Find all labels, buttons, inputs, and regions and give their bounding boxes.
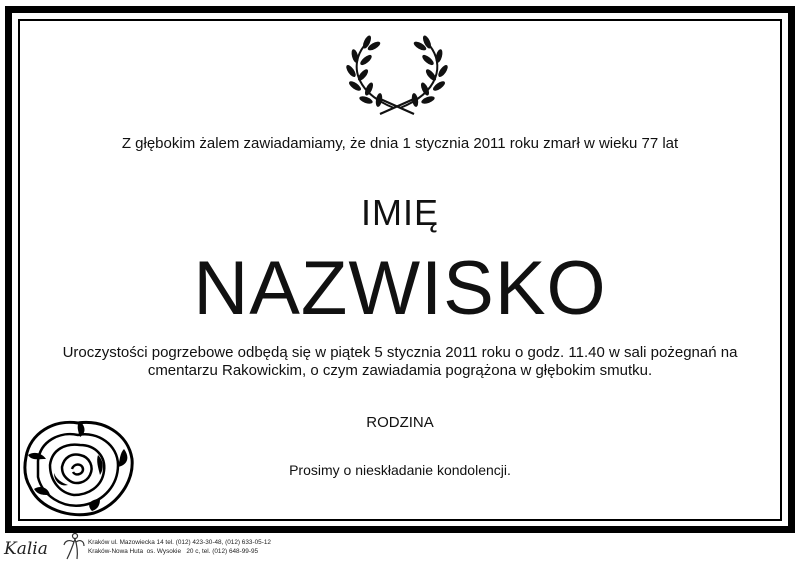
condolence-request: Prosimy o nieskładanie kondolencji. (289, 462, 511, 478)
funeral-details-text: Uroczystości pogrzebowe odbędą się w piątek 5 stycznia 2011 roku o godz. 11.40 w sali pożegnań na cmentarzu Rakowickim, o czym zawiadamia pogrążona w głębokim smutku. (62, 344, 738, 379)
announcement-text: Z głębokim żalem zawiadamiamy, że dnia 1 stycznia 2011 roku zmarł w wieku 77 lat (121, 135, 679, 152)
rose-icon (20, 415, 136, 519)
deceased-last-name: NAZWISKO (193, 246, 607, 331)
company-address (88, 538, 271, 556)
laurel-wreath-icon (346, 34, 448, 116)
address-line: Kraków ul. Mazowiecka 14 tel. (012) 423-30-48, (012) 633-05-12 (88, 539, 271, 546)
angel-figure-icon (63, 531, 85, 561)
signature-family: RODZINA (366, 414, 434, 431)
address-line: Kraków-Nowa Huta os. Wysokie 20 c, tel. (012) 648-99-95 (88, 548, 259, 555)
deceased-first-name: IMIĘ (360, 192, 439, 233)
brand-logo-text: Kalia (4, 539, 48, 559)
